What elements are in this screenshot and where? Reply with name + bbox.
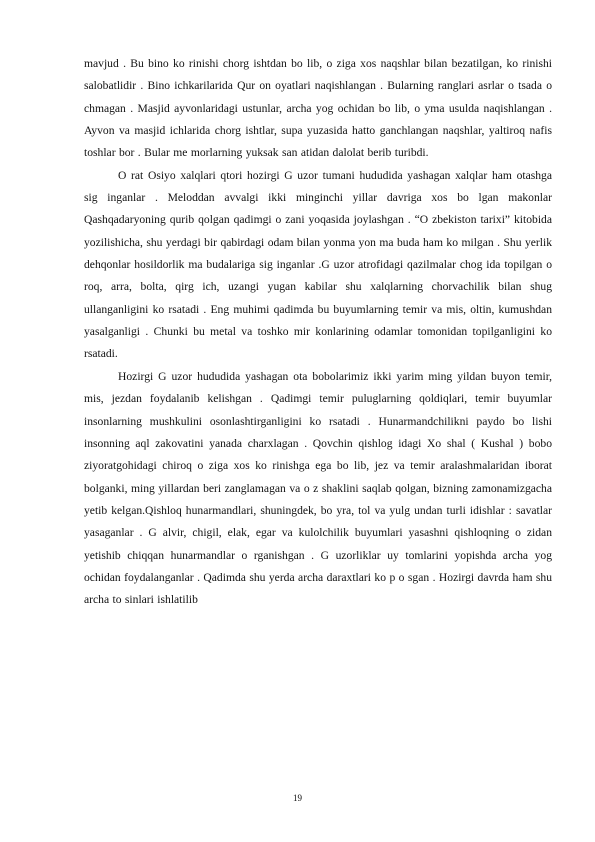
paragraph-3: Hozirgi G uzor hududida yashagan ota bobolarimiz ikki yarim ming yildan buyon temir, mis, jezdan foydalanib kelishgan . Qadimgi temir puluglarning qoldiqlari, temir buyumlar insonlarning mushkulini osonlashtirganligini ko rsatadi . Hunarmandchilikni paydo bo lishi insonning aql zakovatini yanada charxlagan . Qovchin qishlog idagi Xo shal ( Kushal ) bobo ziyoratgohidagi chiroq o ziga xos ko rinishga ega bo lib, jez va temir aralashmalaridan iborat bolganki, ming yillardan beri zanglamagan va o z shaklini saqlab qolgan, bizning zamonamizgacha yetib kelgan.Qishloq hunarmandlari, shuningdek, bo yra, tol va yulg undan turli idishlar : savatlar yasaganlar . G alvir, chigil, elak, egar va kulolchilik buyumlari yasashni qishloqning o zidan yetishib chiqqan hunarmandlar o rganishgan . G uzorliklar uy tomlarini yopishda archa yog ochidan foydalanganlar . Qadimda shu yerda archa daraxtlari ko p o sgan . Hozirgi davrda ham shu archa to sinlari ishlatilib xyxy=(84,369,552,607)
document-body xyxy=(84,53,552,612)
paragraph-2: O rat Osiyo xalqlari qtori hozirgi G uzor tumani hududida yashagan xalqlar ham otashga sig inganlar . Meloddan avvalgi ikki minginchi yillar davriga xos bo lgan makonlar Qashqadaryoning qurib qolgan qadimgi o zani yoqasida joylashgan . “O zbekiston tarixi” kitobida yozilishicha, shu yerdagi bir qabirdagi odam bilan yonma yon ma buda ham ko milgan . Shu yerlik dehqonlar hosildorlik ma budalariga sig inganlar .G uzor atrofidagi qazilmalar chog ida topilgan o roq, arra, bolta, qirg ich, uzangi yugan kabilar shu xalqlarning chorvachilik bilan shug ullanganligini ko rsatadi . Eng muhimi qadimda bu buyumlarning temir va mis, oltin, kumushdan yasalganligi . Chunki bu metal va toshko mir konlarining odamlar tomonidan topilganligini ko rsatadi. xyxy=(84,168,552,361)
paragraph-1: mavjud . Bu bino ko rinishi chorg ishtdan bo lib, o ziga xos naqshlar bilan bezatilgan, ko rinishi salobatlidir . Bino ichkarilarida Qur on oyatlari naqishlangan . Bularning ranglari asrlar o tsada o chmagan . Masjid ayvonlaridagi ustunlar, archa yog ochidan bo lib, o yma usulda naqishlangan . Ayvon va masjid ichlarida chorg ishtlar, supa yuzasida hatto ganchlangan naqshlar, yaltiroq nafis toshlar bor . Bular me morlarning yuksak san atidan dalolat berib turibdi. xyxy=(84,57,552,160)
page-number: 19 xyxy=(293,793,302,803)
